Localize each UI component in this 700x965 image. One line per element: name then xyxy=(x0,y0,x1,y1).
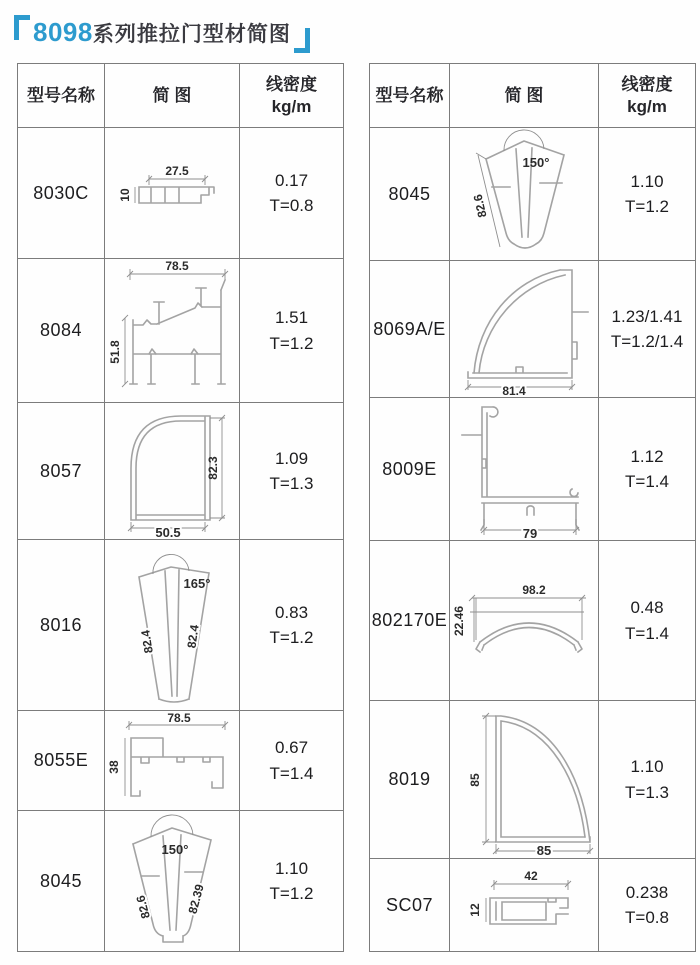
dim-label: 78.5 xyxy=(165,259,189,273)
diagram-cell xyxy=(105,403,240,540)
header-density-line1: 线密度 xyxy=(621,75,673,95)
diagram-cell xyxy=(105,259,240,403)
diagram-cell xyxy=(105,811,240,952)
diagram-cell xyxy=(450,261,599,398)
table-header-row xyxy=(370,64,696,128)
header-model: 型号名称 xyxy=(18,64,105,128)
table-row xyxy=(370,398,696,541)
table-header-row xyxy=(18,64,344,128)
diagram-8030c xyxy=(105,129,239,258)
density-cell xyxy=(240,540,344,711)
table-row xyxy=(18,259,344,403)
table-row xyxy=(18,128,344,259)
dim-label: 98.2 xyxy=(522,582,546,597)
density-cell xyxy=(599,701,696,859)
diagram-cell xyxy=(105,128,240,259)
diagram-cell xyxy=(450,128,599,261)
density-value: 0.48 xyxy=(630,598,664,617)
diagram-cell xyxy=(450,541,599,701)
header-density xyxy=(599,64,696,128)
diagram-8016 xyxy=(105,541,239,710)
model-name: 8019 xyxy=(370,701,450,859)
dim-label: 82.39 xyxy=(185,882,207,915)
density-cell xyxy=(599,261,696,398)
density-cell xyxy=(599,128,696,261)
diagram-802170e xyxy=(450,542,598,700)
thickness-value: T=1.2 xyxy=(269,333,314,353)
header-density-line1: 线密度 xyxy=(266,75,317,95)
dim-label: 150° xyxy=(161,841,189,857)
table-row xyxy=(18,403,344,540)
dim-label: 38 xyxy=(107,759,121,774)
model-name: SC07 xyxy=(370,859,450,952)
dim-label: 27.5 xyxy=(165,163,189,178)
model-name: 8057 xyxy=(18,403,105,540)
dim-label: 79 xyxy=(522,525,538,540)
density-cell xyxy=(240,403,344,540)
density-value: 0.67 xyxy=(274,738,309,757)
diagram-cell xyxy=(450,859,599,952)
title-text xyxy=(33,15,291,48)
model-name: 8016 xyxy=(18,540,105,711)
dim-label: 12 xyxy=(468,902,482,917)
profiles-table-left xyxy=(17,63,344,952)
diagram-8009e xyxy=(450,399,598,540)
thickness-value: T=0.8 xyxy=(625,908,669,927)
density-value: 1.09 xyxy=(274,448,309,468)
profiles-table-right xyxy=(369,63,696,952)
table-row xyxy=(18,811,344,952)
title-caption: 系列推拉门型材简图 xyxy=(92,23,291,46)
density-value: 0.238 xyxy=(625,882,669,902)
dim-label: 82.4 xyxy=(138,628,156,654)
dim-label: 165° xyxy=(183,575,211,591)
header-density-line2: kg/m xyxy=(627,96,667,116)
density-value: 1.51 xyxy=(274,308,309,327)
diagram-8057 xyxy=(105,404,239,539)
dim-label: 150° xyxy=(522,154,550,170)
model-name: 8045 xyxy=(18,811,105,952)
dim-label: 51.8 xyxy=(108,339,122,364)
table-row xyxy=(18,711,344,811)
density-cell xyxy=(599,859,696,952)
density-cell xyxy=(599,398,696,541)
density-value: 1.10 xyxy=(630,171,664,191)
density-cell xyxy=(240,711,344,811)
model-name: 8030C xyxy=(18,128,105,259)
header-density-line2: kg/m xyxy=(271,96,312,116)
table-row xyxy=(370,128,696,261)
table-row xyxy=(370,701,696,859)
thickness-value: T=1.2/1.4 xyxy=(610,332,684,351)
thickness-value: T=1.2 xyxy=(269,628,314,647)
dim-label: 50.5 xyxy=(155,524,181,539)
table-row xyxy=(370,541,696,701)
dim-label: 82.6 xyxy=(133,893,153,920)
diagram-cell xyxy=(105,540,240,711)
dim-label: 78.5 xyxy=(167,711,191,725)
diagram-8055e xyxy=(105,712,239,810)
model-name: 8055E xyxy=(18,711,105,811)
corner-bracket-left-icon xyxy=(14,15,30,40)
diagram-cell xyxy=(450,701,599,859)
model-name: 8069A/E xyxy=(370,261,450,398)
diagram-8069ae xyxy=(450,262,598,397)
diagram-8045 xyxy=(105,812,239,951)
header-diagram: 简 图 xyxy=(450,64,599,128)
thickness-value: T=1.4 xyxy=(625,472,669,491)
density-value: 1.23/1.41 xyxy=(611,306,683,326)
dim-label: 10 xyxy=(118,187,132,202)
dim-label: 85 xyxy=(536,842,552,858)
diagram-8019 xyxy=(450,702,598,858)
thickness-value: T=0.8 xyxy=(269,196,314,215)
density-cell xyxy=(240,128,344,259)
diagram-8045 xyxy=(450,129,598,260)
model-name: 8009E xyxy=(370,398,450,541)
density-cell xyxy=(240,259,344,403)
dim-label: 82.4 xyxy=(184,623,202,649)
dim-label: 82.6 xyxy=(470,192,490,219)
header-model: 型号名称 xyxy=(370,64,450,128)
thickness-value: T=1.2 xyxy=(625,197,669,216)
table-row xyxy=(370,859,696,952)
thickness-value: T=1.4 xyxy=(625,623,669,643)
table-row xyxy=(18,540,344,711)
header-diagram: 简 图 xyxy=(105,64,240,128)
table-row xyxy=(370,261,696,398)
density-value: 0.17 xyxy=(274,170,309,190)
thickness-value: T=1.3 xyxy=(269,474,314,493)
thickness-value: T=1.4 xyxy=(269,763,314,783)
corner-bracket-right-icon xyxy=(294,28,310,53)
density-cell xyxy=(599,541,696,701)
dim-label: 81.4 xyxy=(502,383,526,397)
diagram-cell xyxy=(105,711,240,811)
model-name: 802170E xyxy=(370,541,450,701)
diagram-cell xyxy=(450,398,599,541)
density-value: 1.10 xyxy=(274,858,309,878)
diagram-sc07 xyxy=(450,860,598,951)
density-value: 1.10 xyxy=(630,757,664,776)
page-title xyxy=(14,15,310,53)
dim-label: 82.3 xyxy=(206,455,220,480)
density-value: 0.83 xyxy=(274,602,309,622)
thickness-value: T=1.3 xyxy=(625,782,669,802)
dim-label: 22.46 xyxy=(452,605,466,636)
header-density xyxy=(240,64,344,128)
density-value: 1.12 xyxy=(630,446,664,466)
title-series-number: 8098 xyxy=(33,17,93,47)
model-name: 8045 xyxy=(370,128,450,261)
dim-label: 85 xyxy=(468,772,482,787)
diagram-8084 xyxy=(105,260,239,402)
dim-label: 42 xyxy=(524,868,538,883)
model-name: 8084 xyxy=(18,259,105,403)
thickness-value: T=1.2 xyxy=(269,884,314,903)
density-cell xyxy=(240,811,344,952)
